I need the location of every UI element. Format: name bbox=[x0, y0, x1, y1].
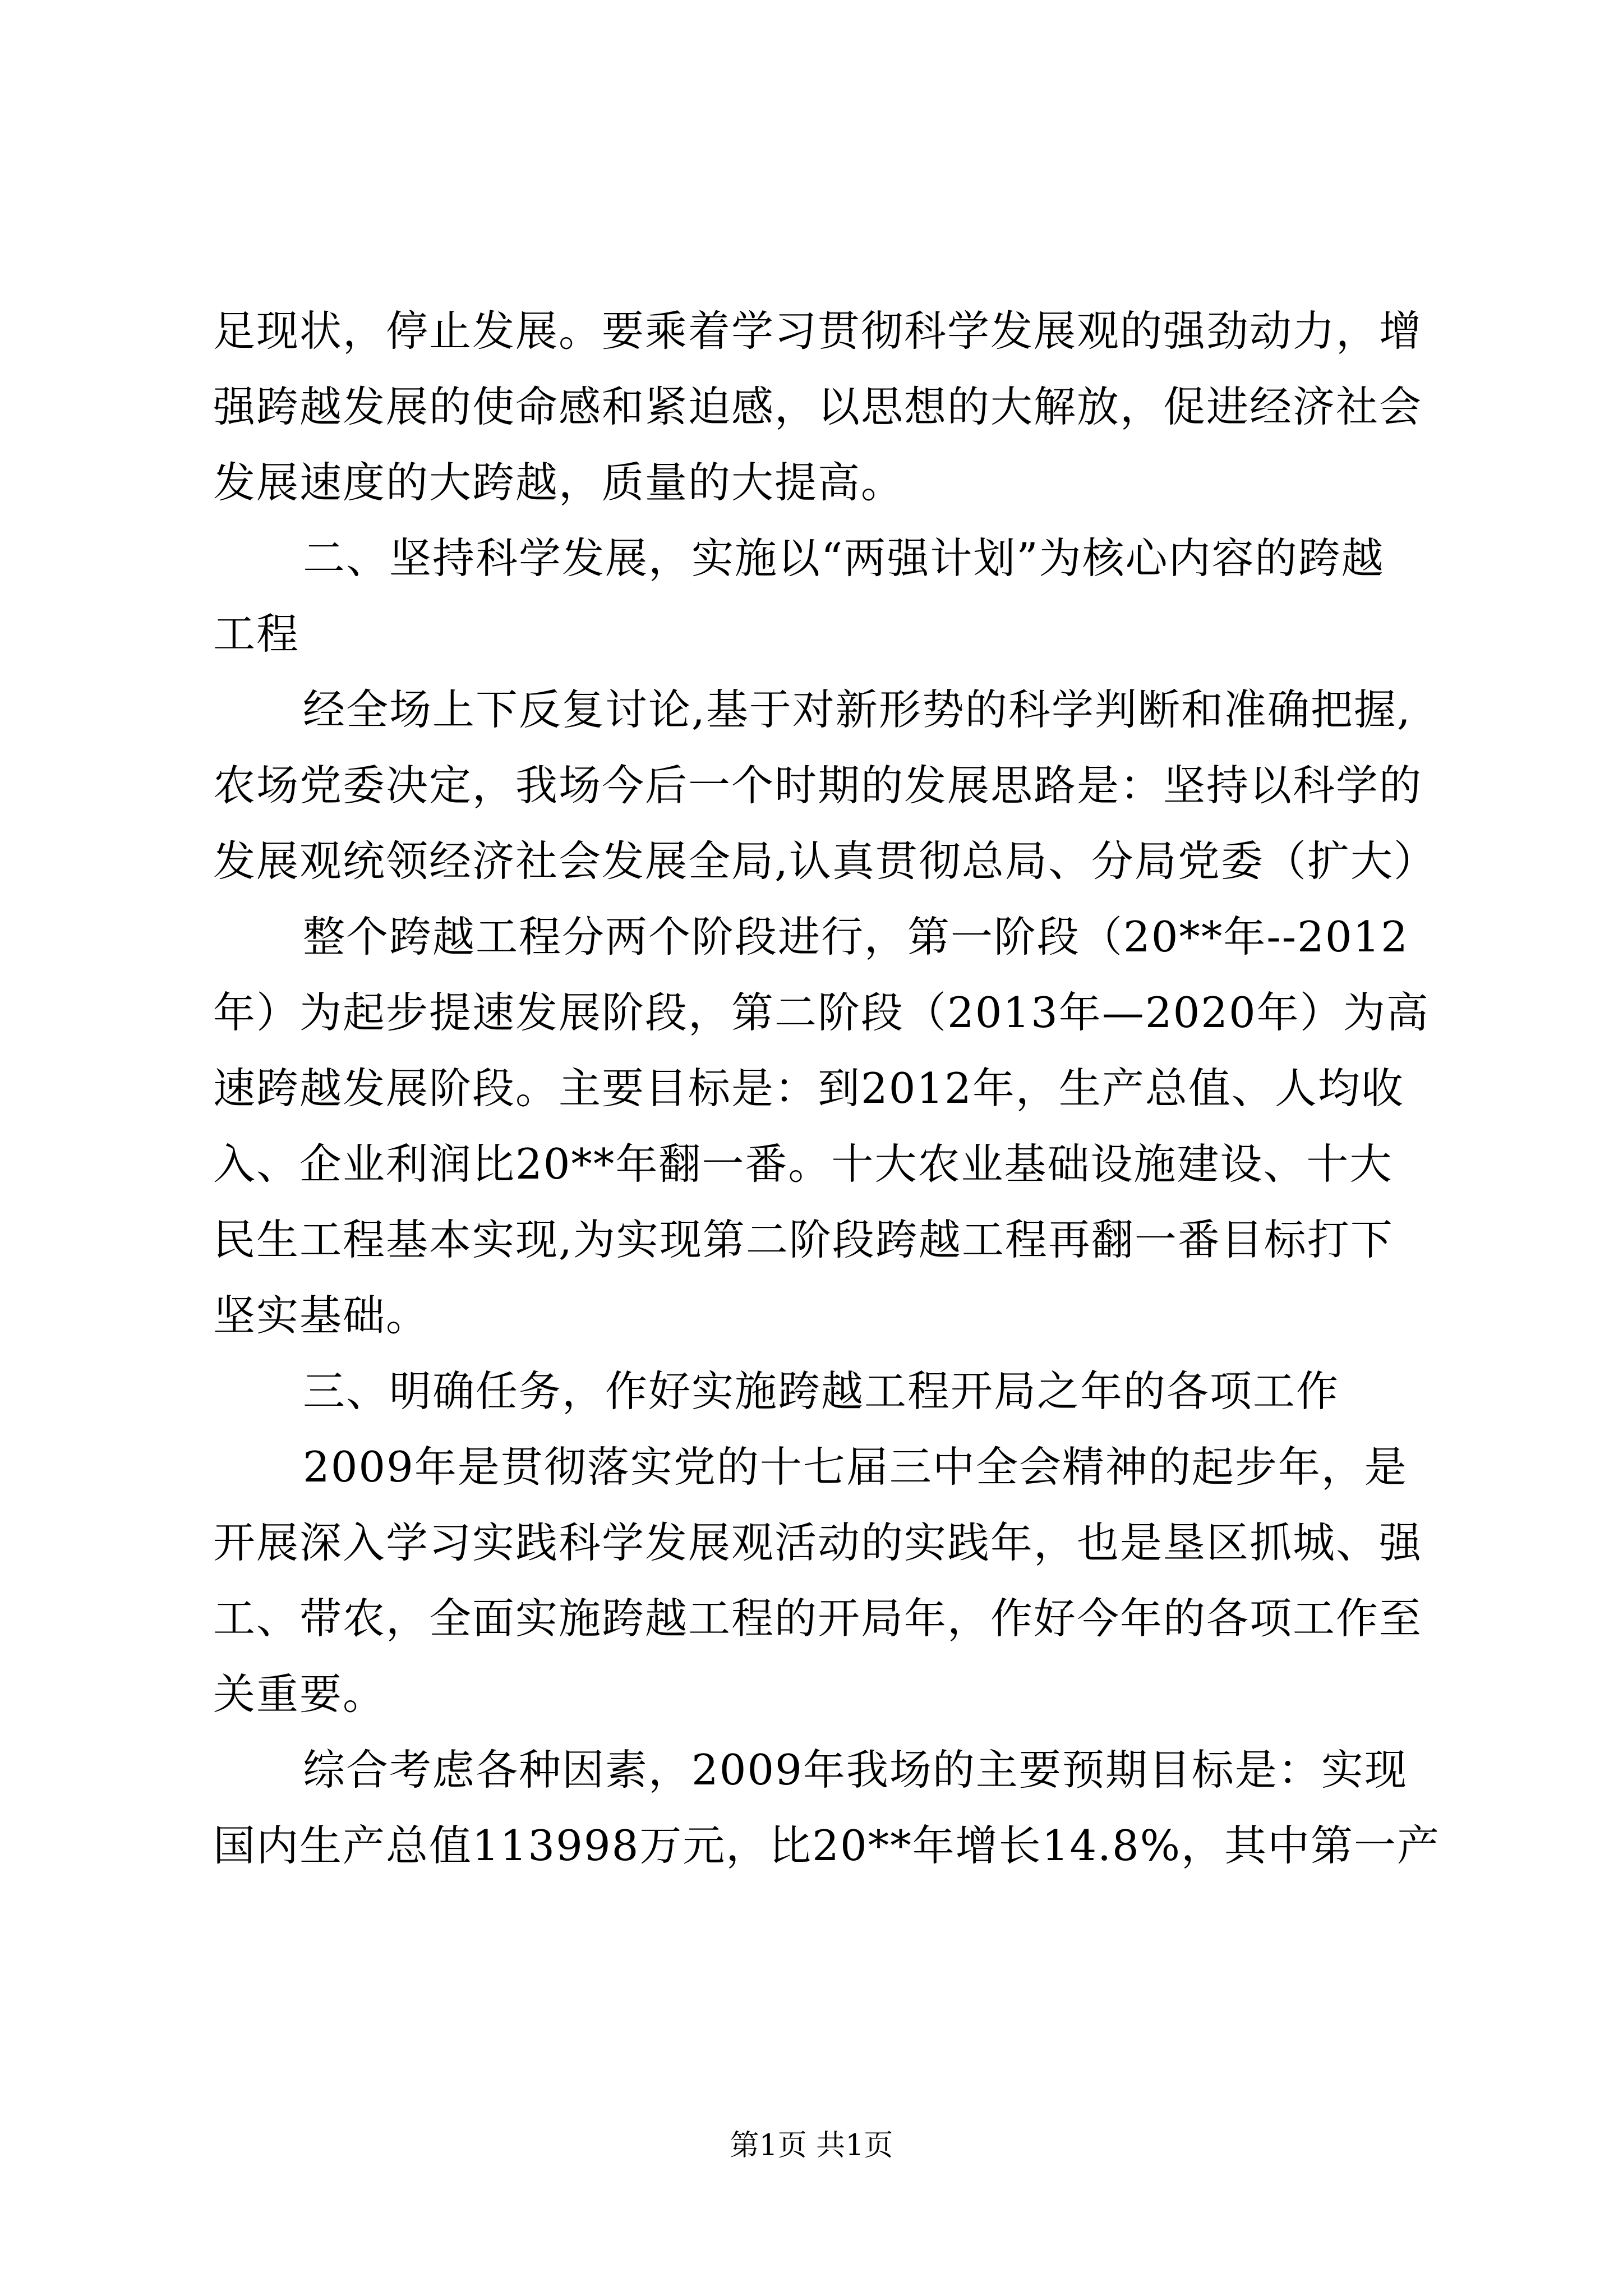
body-line: 发展观统领经济社会发展全局,认真贯彻总局、分局党委（扩大） bbox=[213, 836, 1437, 886]
body-line: 2009年是贯彻落实党的十七届三中全会精神的起步年，是 bbox=[303, 1442, 1408, 1492]
body-line: 关重要。 bbox=[213, 1669, 386, 1719]
body-line: 民生工程基本实现,为实现第二阶段跨越工程再翻一番目标打下 bbox=[213, 1215, 1394, 1264]
body-line: 速跨越发展阶段。主要目标是：到2012年，生产总值、人均收 bbox=[213, 1064, 1404, 1113]
section-heading-line: 二、坚持科学发展，实施以“两强计划”为核心内容的跨越 bbox=[303, 533, 1385, 583]
body-line: 整个跨越工程分两个阶段进行，第一阶段（20**年--2012 bbox=[303, 912, 1409, 961]
body-line: 农场党委决定，我场今后一个时期的发展思路是：坚持以科学的 bbox=[213, 761, 1423, 810]
section-heading-line: 三、明确任务，作好实施跨越工程开局之年的各项工作 bbox=[303, 1366, 1340, 1416]
body-line: 综合考虑各种因素，2009年我场的主要预期目标是：实现 bbox=[303, 1745, 1408, 1795]
body-line: 入、企业利润比20**年翻一番。十大农业基础设施建设、十大 bbox=[213, 1139, 1393, 1189]
section-heading-line: 工程 bbox=[213, 609, 300, 659]
page-footer: 第1页 共1页 bbox=[730, 2129, 893, 2162]
body-line: 足现状，停止发展。要乘着学习贯彻科学发展观的强劲动力，增 bbox=[213, 306, 1423, 356]
body-line: 年）为起步提速发展阶段，第二阶段（2013年—2020年）为高 bbox=[213, 988, 1430, 1037]
body-line: 经全场上下反复讨论,基于对新形势的科学判断和准确把握, bbox=[303, 685, 1412, 734]
body-line: 强跨越发展的使命感和紧迫感，以思想的大解放，促进经济社会 bbox=[213, 382, 1423, 431]
body-line: 发展速度的大跨越，质量的大提高。 bbox=[213, 458, 905, 507]
body-line: 开展深入学习实践科学发展观活动的实践年，也是垦区抓城、强 bbox=[213, 1518, 1423, 1567]
body-line: 工、带农，全面实施跨越工程的开局年，作好今年的各项工作至 bbox=[213, 1594, 1423, 1643]
body-line: 国内生产总值113998万元，比20**年增长14.8%，其中第一产 bbox=[213, 1821, 1440, 1870]
body-line: 坚实基础。 bbox=[213, 1291, 430, 1340]
